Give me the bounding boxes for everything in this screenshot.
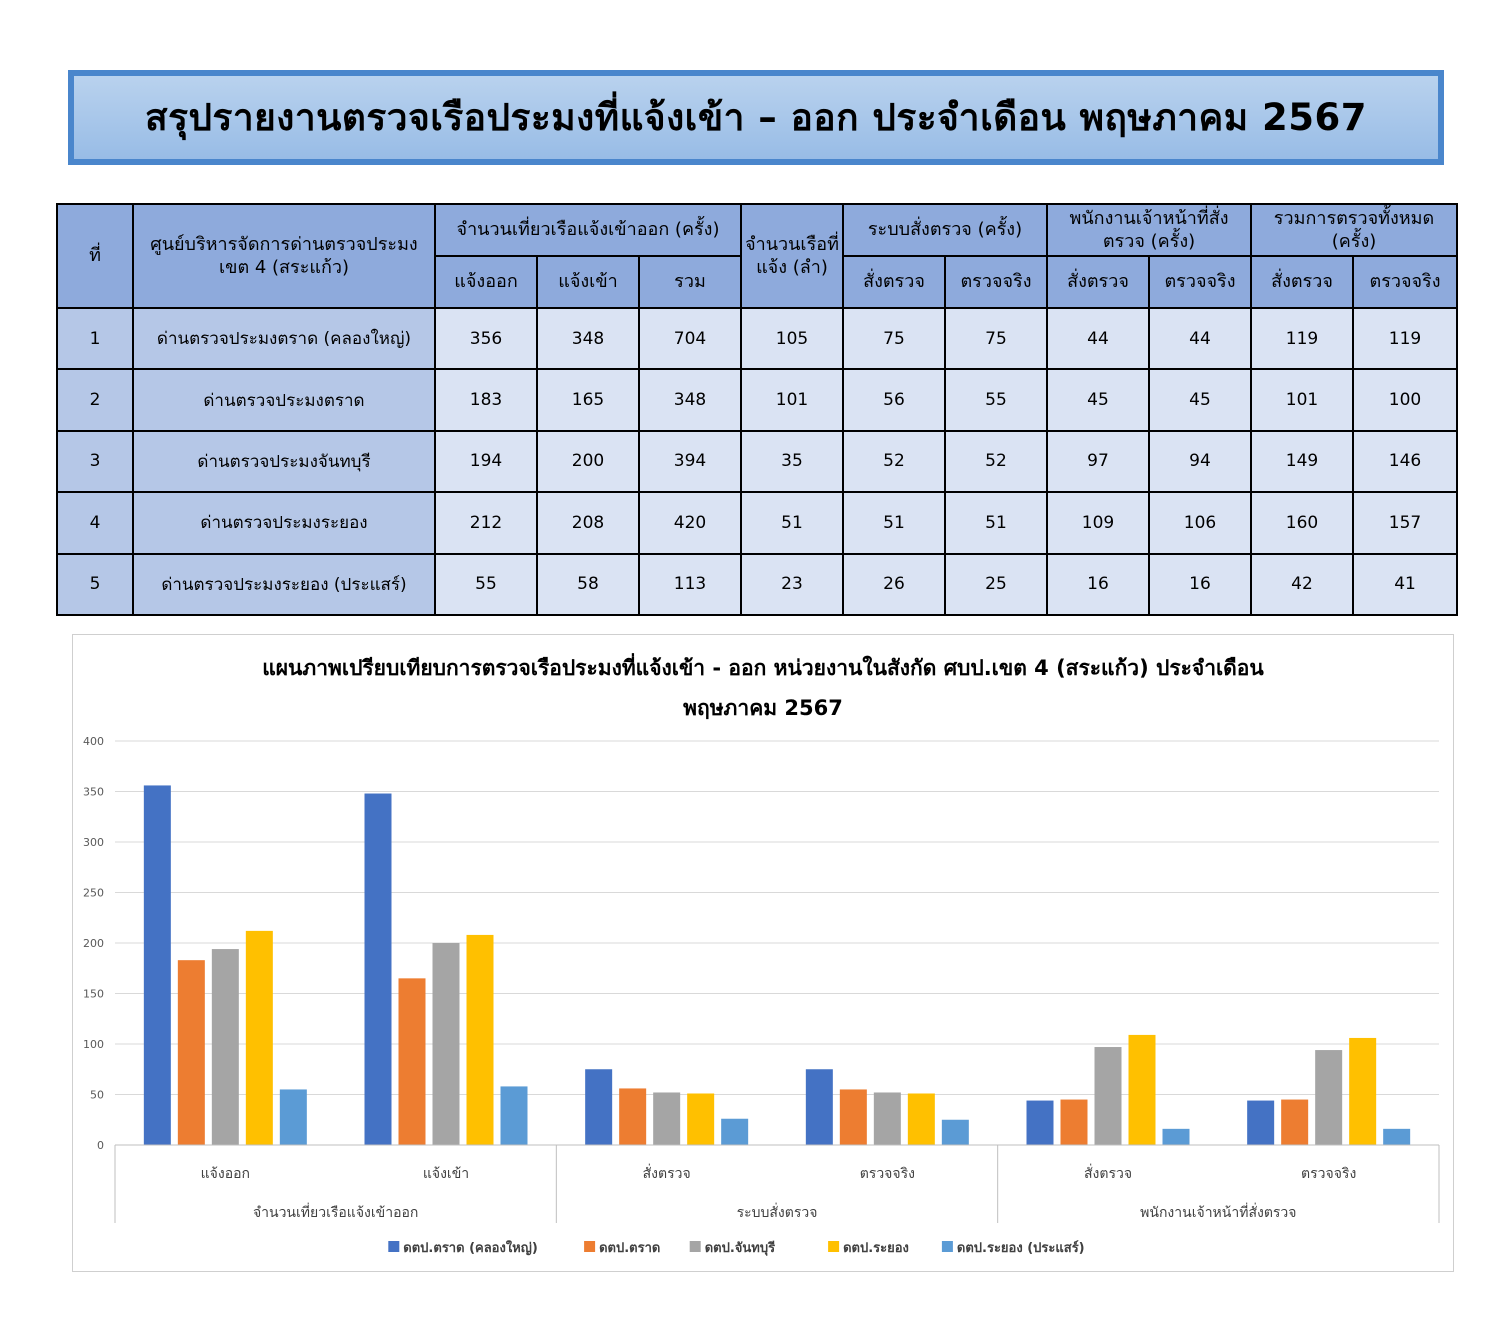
header-trips-out: แจ้งออก [435,256,537,308]
cell-trips-in: 348 [537,308,639,369]
cell-trips-out: 55 [435,554,537,615]
cell-system-actual: 51 [945,492,1047,553]
table-row [57,369,1457,430]
cell-total-actual: 146 [1353,431,1457,492]
header-index: ที่ [57,204,133,308]
cell-total-actual: 157 [1353,492,1457,553]
cell-system-actual: 75 [945,308,1047,369]
cell-officer-ordered: 44 [1047,308,1149,369]
header-total-actual: ตรวจจริง [1353,256,1457,308]
cell-trips-in: 200 [537,431,639,492]
group-label: ระบบสั่งตรวจ [736,1205,818,1221]
bar-chart [73,635,1453,1271]
chart-title-line-2: พฤษภาคม 2567 [683,696,843,720]
bar [246,931,273,1145]
bar [280,1089,307,1145]
x-tick-label: แจ้งออก [200,1166,251,1182]
row-index: 2 [57,369,133,430]
bar [1315,1050,1342,1145]
row-name: ด่านตรวจประมงจันทบุรี [133,431,435,492]
row-index: 5 [57,554,133,615]
y-tick-label: 300 [83,836,104,849]
header-officer-ordered: สั่งตรวจ [1047,256,1149,308]
bar [433,943,460,1145]
cell-officer-ordered: 109 [1047,492,1149,553]
y-tick-label: 50 [90,1088,104,1102]
bar [806,1069,833,1145]
bar [721,1119,748,1145]
table-row [57,431,1457,492]
header-system-ordered: สั่งตรวจ [843,256,945,308]
y-tick-label: 0 [97,1139,104,1152]
legend-label: ดตป.ระยอง (ประแสร์) [956,1241,1085,1256]
cell-total-actual: 119 [1353,308,1457,369]
header-officer-group: พนักงานเจ้าหน้าที่สั่งตรวจ (ครั้ง) [1047,204,1251,256]
cell-boats: 105 [741,308,843,369]
bar [653,1092,680,1145]
bar [212,949,239,1145]
header-total-ordered: สั่งตรวจ [1251,256,1353,308]
cell-officer-actual: 44 [1149,308,1251,369]
header-officer-actual: ตรวจจริง [1149,256,1251,308]
cell-trips-in: 208 [537,492,639,553]
cell-system-ordered: 56 [843,369,945,430]
cell-boats: 35 [741,431,843,492]
bar [1247,1101,1274,1145]
bar [687,1093,714,1145]
header-trips-total: รวม [639,256,741,308]
cell-trips-total: 704 [639,308,741,369]
cell-officer-actual: 45 [1149,369,1251,430]
cell-trips-out: 194 [435,431,537,492]
bar [1027,1101,1054,1145]
bar [1383,1129,1410,1145]
cell-officer-ordered: 16 [1047,554,1149,615]
cell-total-ordered: 119 [1251,308,1353,369]
legend-swatch [942,1241,953,1252]
bar [1349,1038,1376,1145]
report-title: สรุปรายงานตรวจเรือประมงที่แจ้งเข้า – ออก ประจำเดือน พฤษภาคม 2567 [145,96,1367,139]
y-tick-label: 100 [83,1038,104,1051]
cell-officer-ordered: 45 [1047,369,1149,430]
cell-boats: 23 [741,554,843,615]
header-center: ศูนย์บริหารจัดการด่านตรวจประมง เขต 4 (สระแก้ว) [133,204,435,308]
x-tick-label: สั่งตรวจ [642,1166,691,1182]
header-total-group: รวมการตรวจทั้งหมด (ครั้ง) [1251,204,1457,256]
row-name: ด่านตรวจประมงตราด (คลองใหญ่) [133,308,435,369]
legend-label: ดตป.ตราด (คลองใหญ่) [403,1241,538,1256]
table-row [57,554,1457,615]
cell-trips-total: 394 [639,431,741,492]
cell-trips-in: 58 [537,554,639,615]
cell-officer-actual: 94 [1149,431,1251,492]
chart-frame [72,634,1454,1272]
cell-system-actual: 52 [945,431,1047,492]
table-row [57,308,1457,369]
group-label: จำนวนเที่ยวเรือแจ้งเข้าออก [252,1205,419,1221]
row-index: 1 [57,308,133,369]
cell-total-ordered: 149 [1251,431,1353,492]
bar [399,978,426,1145]
bar [144,785,171,1145]
bar [1061,1100,1088,1145]
cell-trips-in: 165 [537,369,639,430]
bar [1095,1047,1122,1145]
cell-system-ordered: 75 [843,308,945,369]
x-tick-label: สั่งตรวจ [1083,1166,1133,1182]
row-name: ด่านตรวจประมงระยอง [133,492,435,553]
row-index: 3 [57,431,133,492]
cell-boats: 101 [741,369,843,430]
cell-system-actual: 55 [945,369,1047,430]
x-tick-label: ตรวจจริง [859,1166,915,1182]
y-tick-label: 200 [83,937,104,950]
cell-system-actual: 25 [945,554,1047,615]
cell-trips-total: 113 [639,554,741,615]
x-tick-label: แจ้งเข้า [422,1166,470,1182]
bar [942,1120,969,1145]
bar [840,1089,867,1145]
bar [467,935,494,1145]
cell-total-ordered: 160 [1251,492,1353,553]
y-tick-label: 400 [83,735,104,748]
header-trips-group: จำนวนเที่ยวเรือแจ้งเข้าออก (ครั้ง) [435,204,741,256]
chart-title-line-1: แผนภาพเปรียบเทียบการตรวจเรือประมงที่แจ้งเข้า - ออก หน่วยงานในสังกัด ศบป.เขต 4 (สระแก้ว) ประจำเดือน [262,656,1264,680]
header-system-group: ระบบสั่งตรวจ (ครั้ง) [843,204,1047,256]
legend-label: ดตป.จันทบุรี [704,1241,776,1256]
group-label: พนักงานเจ้าหน้าที่สั่งตรวจ [1140,1205,1297,1221]
y-tick-label: 250 [83,886,104,900]
bar [1163,1129,1190,1145]
row-name: ด่านตรวจประมงตราด [133,369,435,430]
y-tick-label: 350 [83,785,104,799]
cell-trips-total: 420 [639,492,741,553]
cell-system-ordered: 26 [843,554,945,615]
y-tick-label: 150 [83,987,104,1001]
cell-officer-actual: 106 [1149,492,1251,553]
cell-total-ordered: 42 [1251,554,1353,615]
cell-officer-actual: 16 [1149,554,1251,615]
legend-swatch [388,1241,399,1252]
header-boats: จำนวนเรือที่แจ้ง (ลำ) [741,204,843,308]
cell-officer-ordered: 97 [1047,431,1149,492]
cell-trips-out: 212 [435,492,537,553]
cell-trips-total: 348 [639,369,741,430]
bar [1281,1100,1308,1145]
cell-total-ordered: 101 [1251,369,1353,430]
legend-swatch [828,1241,839,1252]
bar [874,1092,901,1145]
cell-boats: 51 [741,492,843,553]
cell-total-actual: 100 [1353,369,1457,430]
summary-table [56,203,1458,616]
row-index: 4 [57,492,133,553]
x-tick-label: ตรวจจริง [1301,1166,1357,1182]
cell-trips-out: 183 [435,369,537,430]
bar [619,1088,646,1145]
cell-system-ordered: 51 [843,492,945,553]
legend-swatch [584,1241,595,1252]
cell-total-actual: 41 [1353,554,1457,615]
bar [908,1093,935,1145]
bar [178,960,205,1145]
legend-label: ดตป.ระยอง [843,1241,909,1256]
bar [365,794,392,1145]
cell-system-ordered: 52 [843,431,945,492]
bar [585,1069,612,1145]
bar [1129,1035,1156,1145]
cell-trips-out: 356 [435,308,537,369]
header-trips-in: แจ้งเข้า [537,256,639,308]
report-title-banner [68,70,1444,165]
bar [501,1086,528,1145]
row-name: ด่านตรวจประมงระยอง (ประแสร์) [133,554,435,615]
legend-label: ดตป.ตราด [599,1241,661,1256]
legend-swatch [690,1241,701,1252]
header-system-actual: ตรวจจริง [945,256,1047,308]
table-row [57,492,1457,553]
